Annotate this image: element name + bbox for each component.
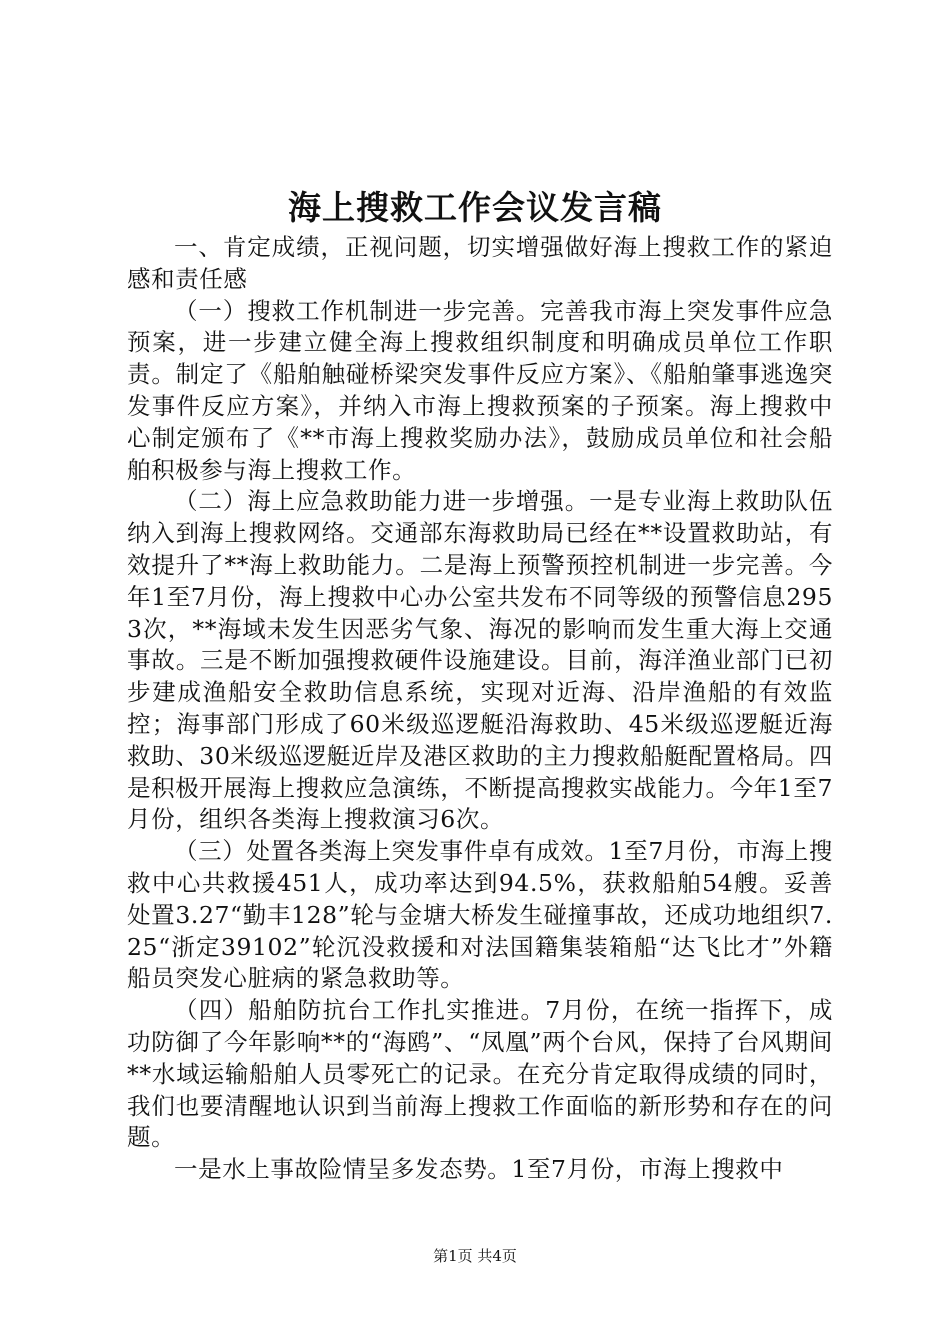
- paragraph-typhoon-defense: （四）船舶防抗台工作扎实推进。7月份，在统一指挥下，成功防御了今年影响**的“海鸥”、“凤凰”两个台风，保持了台风期间**水域运输船舶人员零死亡的记录。在充分肯定取得成绩的同时，我们也要清醒地认识到当前海上搜救工作面临的新形势和存在的问题。: [127, 996, 833, 1152]
- paragraph-mechanism: （一）搜救工作机制进一步完善。完善我市海上突发事件应急预案，进一步建立健全海上搜救组织制度和明确成员单位工作职责。制定了《船舶触碰桥梁突发事件反应方案》、《船舶肇事逃逸突发事件反应方案》，并纳入市海上搜救预案的子预案。海上搜救中心制定颁布了《**市海上搜救奖励办法》，鼓励成员单位和社会船舶积极参与海上搜救工作。: [127, 296, 833, 484]
- document-body: [127, 232, 833, 1186]
- document-title: 海上搜救工作会议发言稿: [288, 188, 662, 227]
- paragraph-accident-trend: 一是水上事故险情呈多发态势。1至7月份，市海上搜救中: [174, 1155, 784, 1184]
- paragraph-rescue-capability: （二）海上应急救助能力进一步增强。一是专业海上救助队伍纳入到海上搜救网络。交通部东海救助局已经在**设置救助站，有效提升了**海上救助能力。二是海上预警预控机制进一步完善。今年1至7月份，海上搜救中心办公室共发布不同等级的预警信息2953次，**海域未发生因恶劣气象、海况的影响而发生重大海上交通事故。三是不断加强搜救硬件设施建设。目前，海洋渔业部门已初步建成渔船安全救助信息系统，实现对近海、沿岸渔船的有效监控；海事部门形成了60米级巡逻艇沿海救助、45米级巡逻艇近海救助、30米级巡逻艇近岸及港区救助的主力搜救船艇配置格局。四是积极开展海上搜救应急演练，不断提高搜救实战能力。今年1至7月份，组织各类海上搜救演习6次。: [127, 487, 833, 834]
- paragraph-emergency-handling: （三）处置各类海上突发事件卓有成效。1至7月份，市海上搜救中心共救援451人，成功率达到94.5%，获救船舶54艘。妥善处置3.27“勤丰128”轮与金塘大桥发生碰撞事故，还成功地组织7.25“浙定39102”轮沉没救援和对法国籍集装箱船“达飞比才”外籍船员突发心脏病的紧急救助等。: [127, 837, 833, 993]
- page-footer: 第1页 共4页: [433, 1247, 517, 1265]
- section-heading: 一、肯定成绩，正视问题，切实增强做好海上搜救工作的紧迫感和责任感: [127, 233, 833, 293]
